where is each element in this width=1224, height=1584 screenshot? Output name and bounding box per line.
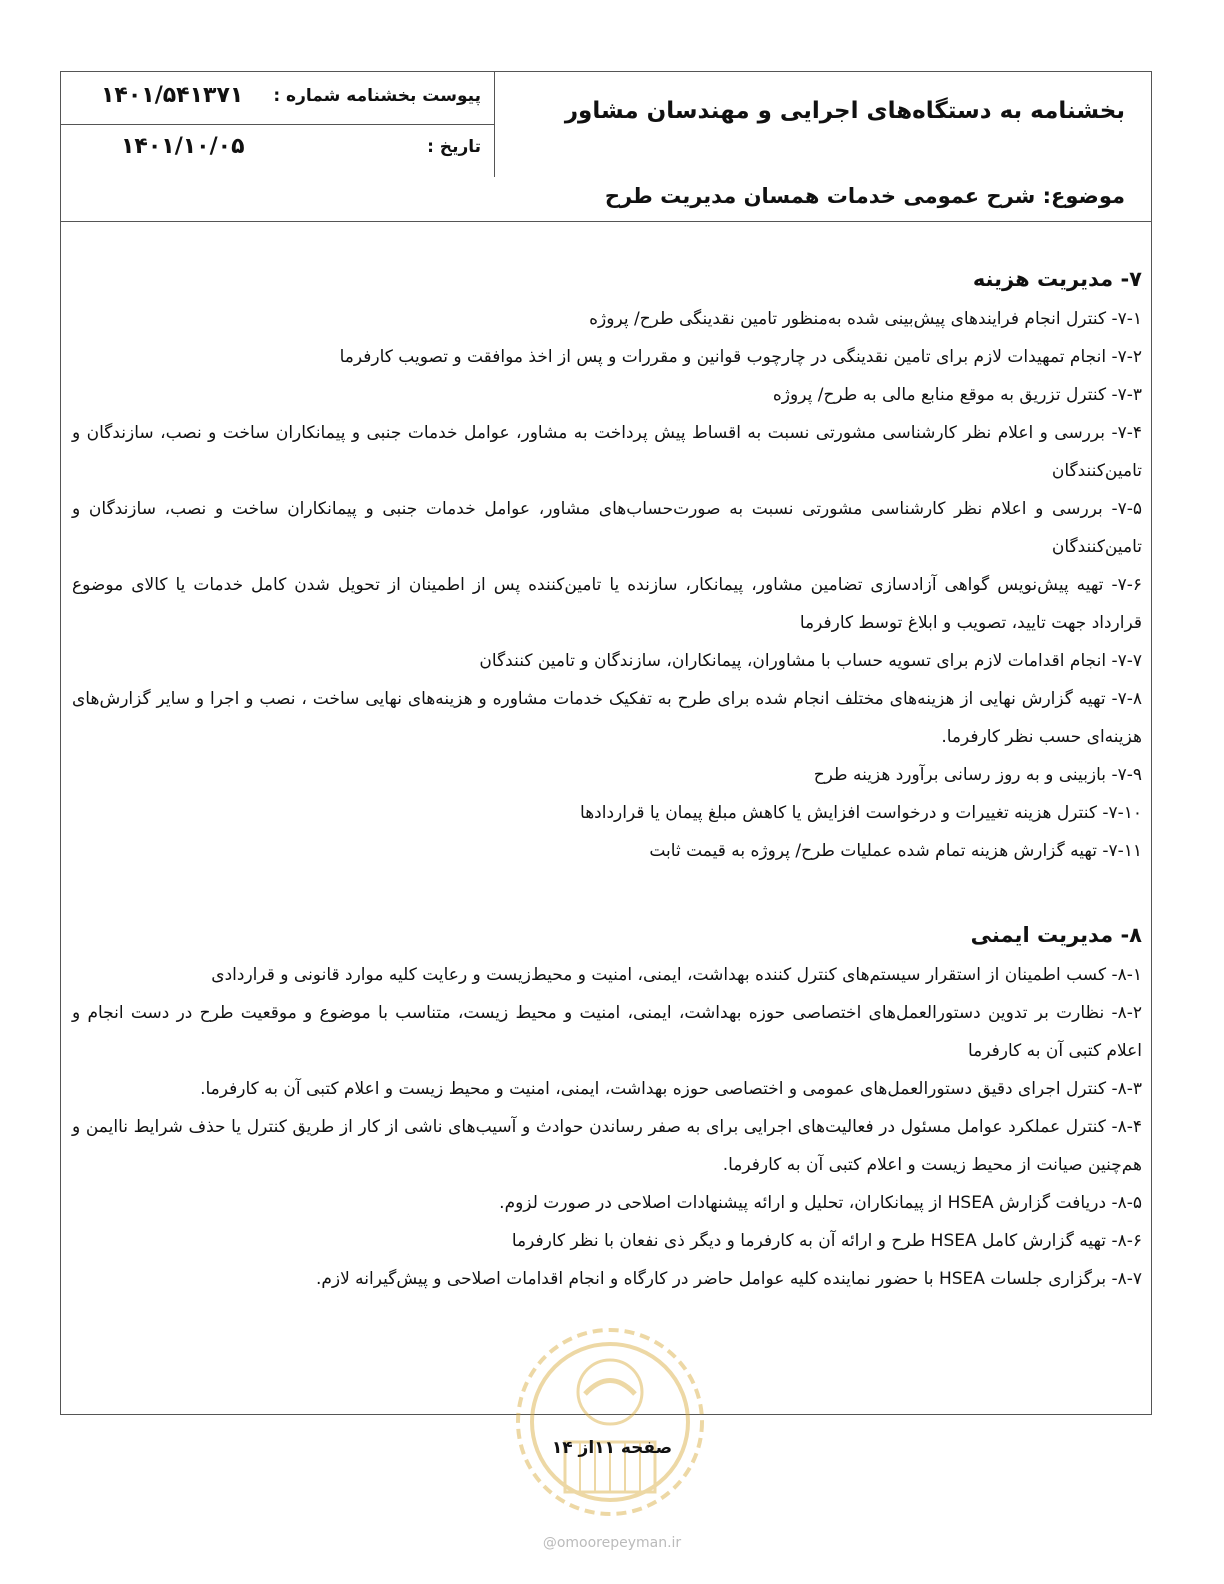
site-watermark: @omoorepeyman.ir xyxy=(542,1535,682,1551)
list-item: ۷-۶- تهیه پیش‌نویس گواهی آزادسازی تضامین مشاور، پیمانکار، سازنده یا تامین‌کننده پس از اطمینان از تحویل شدن کامل خدمات یا کالای موضوع قرارداد جهت تایید، تصویب و ابلاغ توسط کارفرما xyxy=(72,575,1142,633)
attachment-label: پیوست بخشنامه شماره : xyxy=(273,86,481,106)
list-item: ۷-۴- بررسی و اعلام نظر کارشناسی مشورتی نسبت به اقساط پیش پرداخت به مشاور، عوامل خدمات جنبی و پیمانکاران ساخت و نصب، سازندگان و تامین‌کنندگان xyxy=(72,423,1142,481)
list-item: ۷-۳- کنترل تزریق به موقع منابع مالی به طرح/ پروژه xyxy=(772,385,1142,405)
header-divider-vertical xyxy=(494,72,495,177)
list-item: ۸-۵- دریافت گزارش HSEA از پیمانکاران، تحلیل و ارائه پیشنهادات اصلاحی در صورت لزوم. xyxy=(499,1193,1142,1213)
header-divider-middle xyxy=(61,124,494,125)
list-item: ۷-۹- بازبینی و به روز رسانی برآورد هزینه طرح xyxy=(813,765,1142,785)
list-item: ۷-۸- تهیه گزارش نهایی از هزینه‌های مختلف انجام شده برای طرح به تفکیک خدمات مشاوره و هزینه‌های نهایی ساخت ، نصب و اجرا و سایر گزارش‌های هزینه‌ای حسب نظر کارفرما. xyxy=(72,689,1142,747)
header-divider-bottom xyxy=(61,221,1151,222)
page-number: صفحه ۱۱از ۱۴ xyxy=(551,1438,673,1458)
subject-line: موضوع: شرح عمومی خدمات همسان مدیریت طرح xyxy=(604,184,1125,208)
list-item: ۸-۴- کنترل عملکرد عوامل مسئول در فعالیت‌های اجرایی برای به صفر رساندن حوادث و آسیب‌های ناشی از کار از طریق کنترل یا حذف شرایط ناایمن و هم‌چنین صیانت از محیط زیست و اعلام کتبی آن به کارفرما. xyxy=(72,1117,1142,1175)
circular-title: بخشنامه به دستگاه‌های اجرایی و مهندسان مشاور xyxy=(564,98,1125,124)
list-item: ۷-۲- انجام تمهیدات لازم برای تامین نقدینگی در چارچوب قوانین و مقررات و پس از اخذ موافقت و تصویب کارفرما xyxy=(339,347,1142,367)
section-heading: ۸- مدیریت ایمنی xyxy=(970,923,1142,947)
list-item: ۸-۷- برگزاری جلسات HSEA با حضور نماینده کلیه عوامل حاضر در کارگاه و انجام اقدامات اصلاحی و پیش‌گیرانه لازم. xyxy=(315,1269,1142,1289)
document-body xyxy=(72,258,1142,1298)
list-item: ۸-۱- کسب اطمینان از استقرار سیستم‌های کنترل کننده بهداشت، ایمنی، امنیت و محیط‌زیست و رعایت کلیه موارد قانونی و قراردادی xyxy=(211,965,1142,985)
date-value: ۱۴۰۱/۱۰/۰۵ xyxy=(121,134,245,159)
list-item: ۷-۱- کنترل انجام فرایندهای پیش‌بینی شده به‌منظور تامین نقدینگی طرح/ پروژه xyxy=(589,309,1142,329)
list-item: ۸-۲- نظارت بر تدوین دستورالعمل‌های اختصاصی حوزه بهداشت، ایمنی، امنیت و محیط زیست، متناسب با موضوع و موقعیت طرح در دست انجام و اعلام کتبی آن به کارفرما xyxy=(72,1003,1142,1061)
section-heading: ۷- مدیریت هزینه xyxy=(972,267,1142,291)
list-item: ۷-۷- انجام اقدامات لازم برای تسویه حساب با مشاوران، پیمانکاران، سازندگان و تامین کنندگان xyxy=(479,651,1142,671)
list-item: ۸-۶- تهیه گزارش کامل HSEA طرح و ارائه آن به کارفرما و دیگر ذی نفعان با نظر کارفرما xyxy=(511,1231,1142,1251)
list-item: ۷-۵- بررسی و اعلام نظر کارشناسی مشورتی نسبت به صورت‌حساب‌های مشاور، عوامل خدمات جنبی و پیمانکاران ساخت و نصب، سازندگان و تامین‌کنندگان xyxy=(72,499,1142,557)
attachment-number: ۱۴۰۱/۵۴۱۳۷۱ xyxy=(101,83,244,108)
list-item: ۷-۱۰- کنترل هزینه تغییرات و درخواست افزایش یا کاهش مبلغ پیمان یا قراردادها xyxy=(580,803,1142,823)
list-item: ۷-۱۱- تهیه گزارش هزینه تمام شده عملیات طرح/ پروژه به قیمت ثابت xyxy=(649,841,1142,861)
seal-logo xyxy=(510,1322,710,1522)
section-spacer xyxy=(72,870,1142,914)
date-label: تاریخ : xyxy=(427,137,481,157)
list-item: ۸-۳- کنترل اجرای دقیق دستورالعمل‌های عمومی و اختصاصی حوزه بهداشت، ایمنی، امنیت و محیط زیست و اعلام کتبی آن به کارفرما. xyxy=(200,1079,1142,1099)
